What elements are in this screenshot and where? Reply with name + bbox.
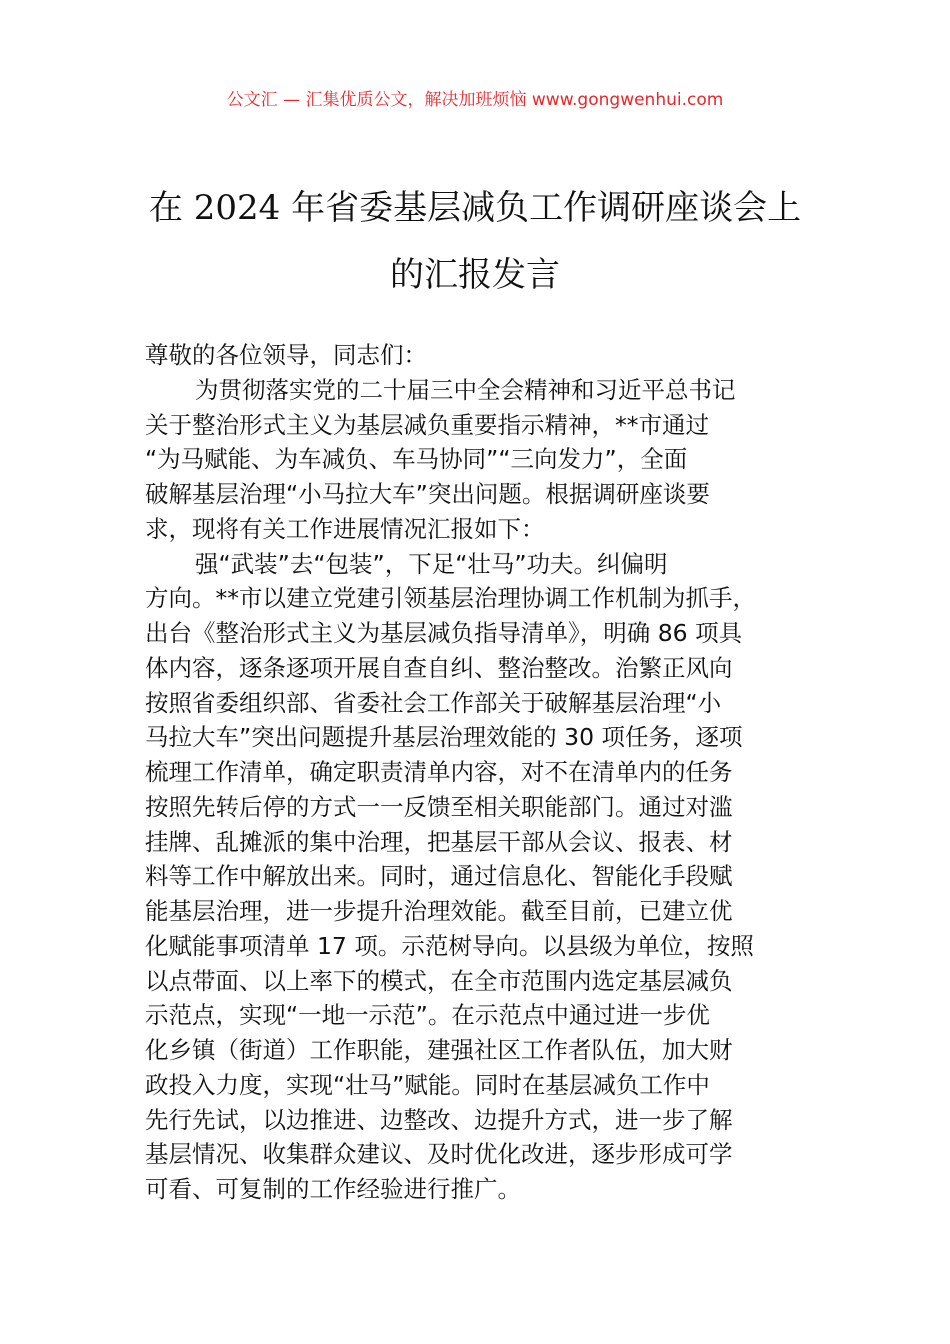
paragraph-line: 体内容，逐条逐项开展自查自纠、整治整改。治繁正风向 (145, 653, 733, 682)
greeting: 尊敬的各位领导，同志们： (145, 341, 427, 369)
paragraph-line: 按照省委组织部、省委社会工作部关于破解基层治理“小 (145, 688, 722, 717)
paragraph-line: 示范点，实现“一地一示范”。在示范点中通过进一步优 (145, 1001, 710, 1030)
paragraph (145, 373, 825, 547)
document-body (145, 338, 825, 1207)
paragraph-line: 为贯彻落实党的二十届三中全会精神和习近平总书记 (195, 375, 736, 404)
paragraph-line: 强“武装”去“包装”，下足“壮马”功夫。纠偏明 (195, 549, 668, 578)
paragraph-line: 挂牌、乱摊派的集中治理，把基层干部从会议、报表、材 (145, 827, 733, 856)
paragraph-line: 关于整治形式主义为基层减负重要指示精神，**市通过 (145, 410, 709, 439)
paragraph-line: 政投入力度，实现“壮马”赋能。同时在基层减负工作中 (145, 1070, 710, 1099)
paragraph-line: 以点带面、以上率下的模式，在全市范围内选定基层减负 (145, 966, 733, 995)
paragraph-line: 梳理工作清单，确定职责清单内容，对不在清单内的任务 (145, 758, 733, 786)
paragraph-line: “为马赋能、为车减负、车马协同”“三向发力”，全面 (145, 445, 688, 474)
document-title-line-2: 的汇报发言 (390, 255, 560, 295)
paragraph-line: 化乡镇（街道）工作职能，建强社区工作者队伍，加大财 (145, 1036, 733, 1064)
paragraph-line: 可看、可复制的工作经验进行推广。 (145, 1175, 521, 1203)
paragraph-line: 基层情况、收集群众建议、及时优化改进，逐步形成可学 (145, 1140, 733, 1169)
document-title-line-1: 在 2024 年省委基层减负工作调研座谈会上 (148, 188, 802, 228)
paragraph-line: 马拉大车”突出问题提升基层治理效能的 30 项任务，逐项 (145, 723, 743, 752)
paragraph-line: 先行先试，以边推进、边整改、边提升方式，进一步了解 (145, 1105, 733, 1134)
paragraph-line: 按照先转后停的方式一一反馈至相关职能部门。通过对滥 (145, 792, 733, 821)
paragraph-line: 求，现将有关工作进展情况汇报如下： (145, 514, 545, 543)
paragraph-line: 出台《整治形式主义为基层减负指导清单》，明确 86 项具 (145, 619, 743, 647)
paragraph-line: 料等工作中解放出来。同时，通过信息化、智能化手段赋 (145, 862, 733, 891)
paragraph-line: 方向。**市以建立党建引领基层治理协调工作机制为抓手， (145, 584, 756, 613)
paragraph-line: 化赋能事项清单 17 项。示范树导向。以县级为单位，按照 (145, 931, 754, 960)
watermark-header: 公文汇 — 汇集优质公文，解决加班烦恼 www.gongwenhui.com (226, 90, 724, 110)
paragraph-line: 能基层治理，进一步提升治理效能。截至目前，已建立优 (145, 897, 733, 925)
paragraph-line: 破解基层治理“小马拉大车”突出问题。根据调研座谈要 (145, 480, 710, 508)
paragraph (145, 547, 825, 1207)
